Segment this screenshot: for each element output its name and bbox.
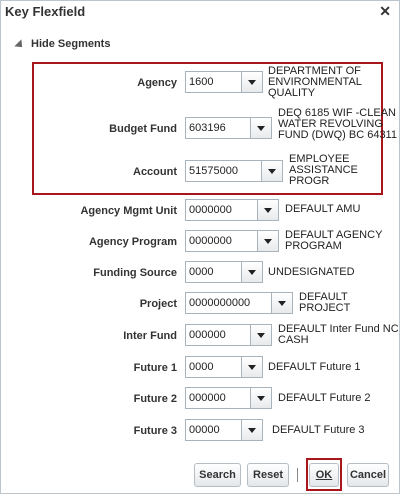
segment-field (185, 387, 272, 409)
segment-label: Inter Fund (123, 330, 177, 342)
segment-label: Project (139, 298, 177, 310)
segment-input[interactable] (185, 419, 241, 441)
collapse-triangle-icon (14, 39, 25, 50)
segment-label: Agency Mgmt Unit (80, 205, 177, 217)
segment-input[interactable] (185, 160, 261, 182)
chevron-down-icon (248, 270, 256, 275)
ok-button-label: OK (315, 469, 333, 481)
segment-input[interactable] (185, 117, 250, 139)
search-button-label: Search (199, 469, 236, 481)
ok-highlight-box (306, 458, 342, 491)
hide-segments-label: Hide Segments (31, 38, 111, 50)
segment-label: Funding Source (93, 267, 177, 279)
segment-field (185, 230, 279, 252)
chevron-down-icon (264, 239, 272, 244)
segment-field (185, 292, 293, 314)
segment-label: Agency (137, 77, 177, 89)
segment-description: DEFAULT Future 1 (268, 361, 361, 373)
dropdown-button[interactable] (257, 199, 279, 221)
search-button[interactable] (194, 463, 241, 487)
segment-label: Future 1 (133, 362, 177, 374)
segment-input[interactable] (185, 230, 257, 252)
segment-input[interactable] (185, 292, 271, 314)
chevron-down-icon (248, 80, 256, 85)
segment-label: Agency Program (88, 236, 177, 248)
segment-label: Future 2 (133, 393, 177, 405)
segment-field (185, 419, 263, 441)
chevron-down-icon (264, 208, 272, 213)
segment-field (185, 356, 263, 378)
segment-input[interactable] (185, 261, 241, 283)
segment-field (185, 71, 263, 93)
segment-field (185, 160, 283, 182)
dropdown-button[interactable] (271, 292, 293, 314)
segment-description: DEFAULT AMU (285, 203, 361, 215)
segment-field (185, 199, 279, 221)
dialog-title: Key Flexfield (5, 4, 86, 19)
reset-button-label: Reset (253, 469, 283, 481)
segment-description: DEFAULT Future 2 (278, 392, 371, 404)
segment-description: DEFAULT Inter Fund NC CASH (278, 323, 399, 346)
segment-description: DEQ 6185 WIF -CLEAN WATER REVOLVING FUND (DWQ) BC 64311 (278, 107, 397, 141)
cancel-button[interactable] (347, 463, 389, 487)
segment-input[interactable] (185, 356, 241, 378)
segment-field (185, 261, 263, 283)
hide-segments-toggle[interactable] (15, 38, 110, 50)
segment-description: DEFAULT Future 3 (272, 424, 365, 436)
chevron-down-icon (248, 428, 256, 433)
dropdown-button[interactable] (261, 160, 283, 182)
segment-field (185, 324, 272, 346)
chevron-down-icon (257, 396, 265, 401)
segment-label: Budget Fund (109, 123, 177, 135)
chevron-down-icon (248, 365, 256, 370)
segment-input[interactable] (185, 71, 241, 93)
segment-label: Future 3 (133, 425, 177, 437)
segment-description: UNDESIGNATED (268, 266, 355, 278)
reset-button[interactable] (247, 463, 289, 487)
chevron-down-icon (257, 333, 265, 338)
button-separator (297, 468, 298, 482)
dialog-footer (1, 463, 399, 493)
dropdown-button[interactable] (241, 71, 263, 93)
segment-field (185, 117, 272, 139)
dropdown-button[interactable] (241, 356, 263, 378)
segment-input[interactable] (185, 324, 250, 346)
segment-description: EMPLOYEE ASSISTANCE PROGR (289, 153, 358, 187)
dropdown-button[interactable] (250, 387, 272, 409)
dropdown-button[interactable] (241, 419, 263, 441)
segment-description: DEPARTMENT OF ENVIRONMENTAL QUALITY (268, 65, 362, 99)
chevron-down-icon (268, 169, 276, 174)
segment-description: DEFAULT AGENCY PROGRAM (285, 229, 383, 252)
chevron-down-icon (257, 126, 265, 131)
dropdown-button[interactable] (241, 261, 263, 283)
dropdown-button[interactable] (257, 230, 279, 252)
cancel-button-label: Cancel (349, 469, 387, 481)
dropdown-button[interactable] (250, 117, 272, 139)
segment-input[interactable] (185, 199, 257, 221)
segment-label: Account (133, 166, 177, 178)
dropdown-button[interactable] (250, 324, 272, 346)
segment-input[interactable] (185, 387, 250, 409)
close-icon[interactable]: ✕ (379, 3, 391, 19)
segment-description: DEFAULT PROJECT (299, 291, 351, 314)
chevron-down-icon (278, 301, 286, 306)
